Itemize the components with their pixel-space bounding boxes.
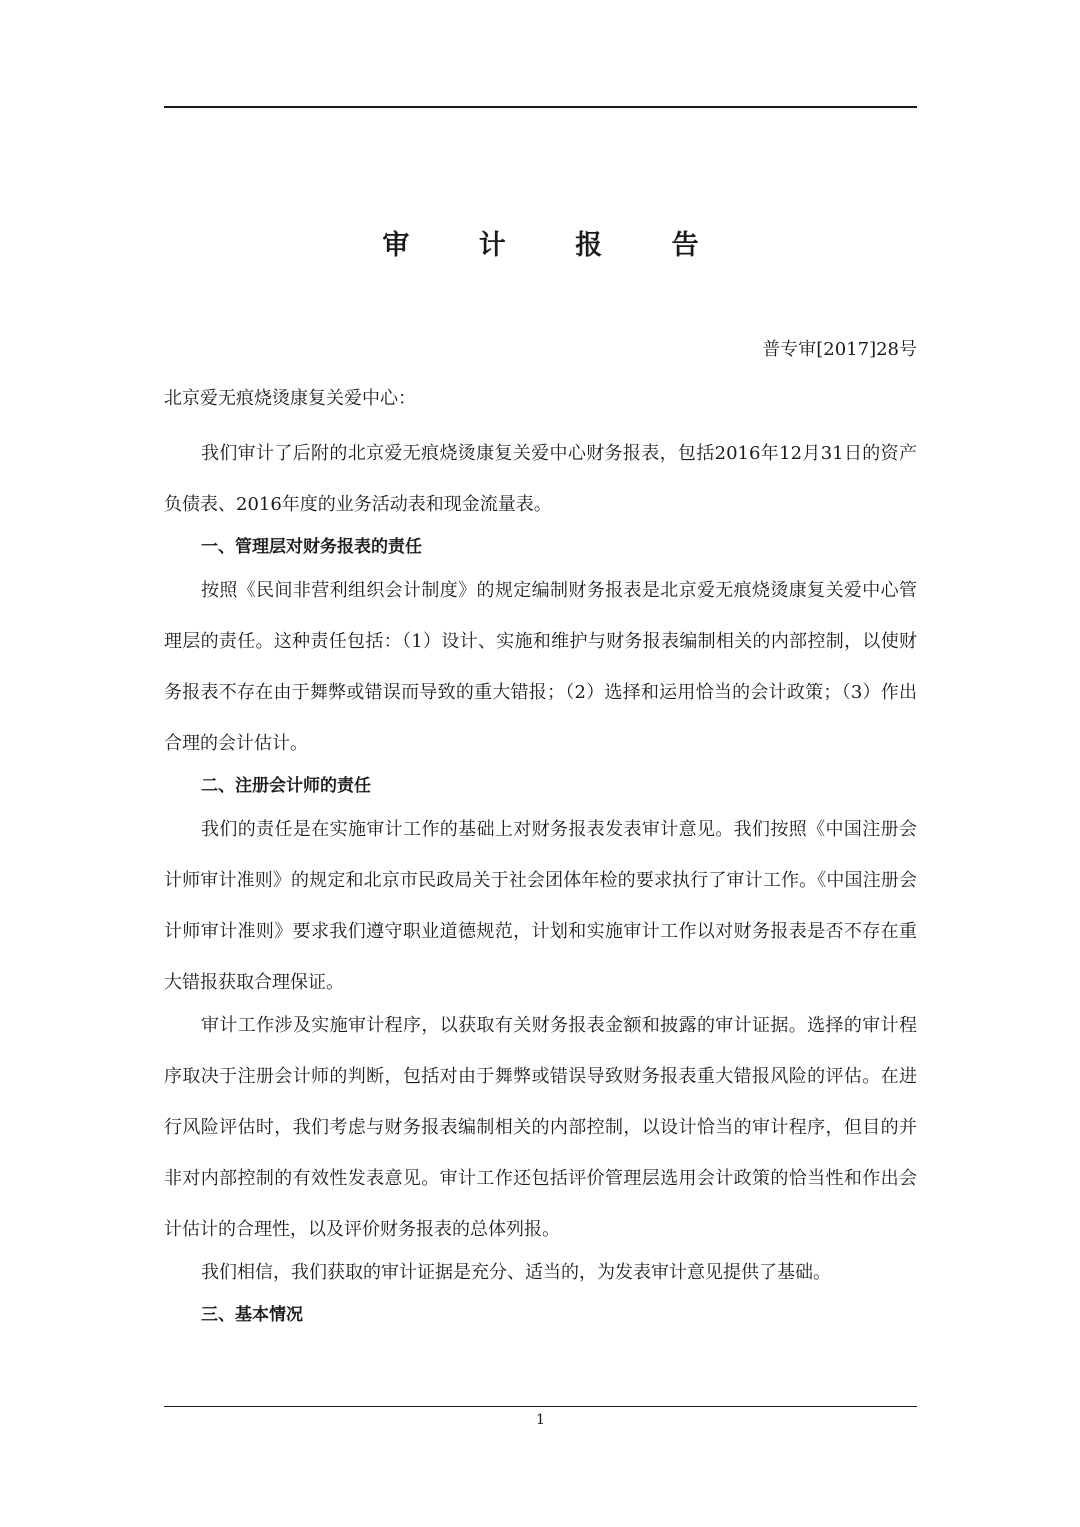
header-rule — [164, 106, 917, 108]
document-body — [164, 384, 917, 1343]
footer-rule — [164, 1406, 917, 1407]
document-title: 审 计 报 告 — [382, 230, 729, 261]
paragraph-intro: 我们审计了后附的北京爱无痕烧烫康复关爱中心财务报表，包括2016年12月31日的资产负债表、2016年度的业务活动表和现金流量表。 — [164, 443, 917, 515]
salutation: 北京爱无痕烧烫康复关爱中心： — [164, 388, 416, 409]
section-heading-auditor: 二、注册会计师的责任 — [201, 776, 371, 796]
page-number: 1 — [536, 1412, 545, 1428]
document-number: 普专审[2017]28号 — [762, 339, 917, 360]
paragraph-management-responsibility: 按照《民间非营利组织会计制度》的规定编制财务报表是北京爱无痕烧烫康复关爱中心管理层的责任。这种责任包括：（1）设计、实施和维护与财务报表编制相关的内部控制，以使财务报表不存在由于舞弊或错误而导致的重大错报；（2）选择和运用恰当的会计政策；（3）作出合理的会计估计。 — [164, 580, 917, 754]
section-heading-basic-info: 三、基本情况 — [201, 1305, 303, 1325]
paragraph-auditor-responsibility: 我们的责任是在实施审计工作的基础上对财务报表发表审计意见。我们按照《中国注册会计师审计准则》的规定和北京市民政局关于社会团体年检的要求执行了审计工作。《中国注册会计师审计准则》要求我们遵守职业道德规范，计划和实施审计工作以对财务报表是否不存在重大错报获取合理保证。 — [164, 819, 917, 993]
paragraph-audit-evidence: 我们相信，我们获取的审计证据是充分、适当的，为发表审计意见提供了基础。 — [201, 1262, 831, 1283]
paragraph-audit-procedures: 审计工作涉及实施审计程序，以获取有关财务报表金额和披露的审计证据。选择的审计程序取决于注册会计师的判断，包括对由于舞弊或错误导致财务报表重大错报风险的评估。在进行风险评估时，我们考虑与财务报表编制相关的内部控制，以设计恰当的审计程序，但目的并非对内部控制的有效性发表意见。审计工作还包括评价管理层选用会计政策的恰当性和作出会计估计的合理性，以及评价财务报表的总体列报。 — [164, 1015, 917, 1240]
section-heading-management: 一、管理层对财务报表的责任 — [201, 537, 422, 557]
